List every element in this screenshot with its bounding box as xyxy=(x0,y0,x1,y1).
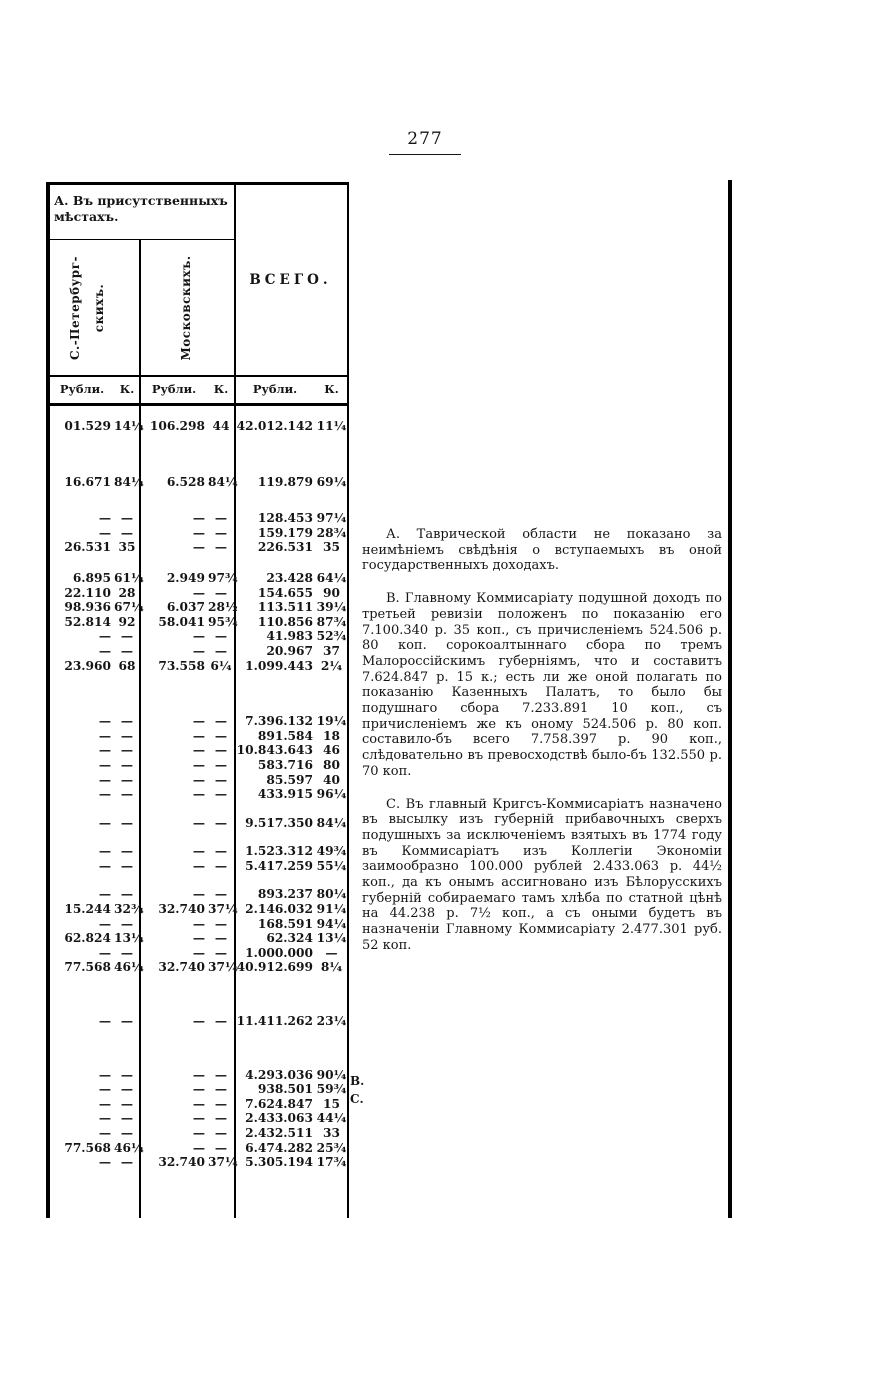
amount-cell: 77.568 xyxy=(64,960,111,975)
amount-cell: — xyxy=(98,1111,111,1126)
amount-cell: 96¼ xyxy=(316,787,347,802)
amount-cell: — xyxy=(120,1067,134,1082)
amount-cell: 52¾ xyxy=(316,629,347,644)
amount-cell: 2.949 xyxy=(166,570,205,585)
amount-cell: — xyxy=(192,772,205,787)
amount-cell: 7.624.847 xyxy=(245,1096,313,1111)
amount-cell: 32¾ xyxy=(114,902,144,917)
amount-cell: — xyxy=(192,931,205,946)
amount-cell: 62.824 xyxy=(64,931,111,946)
amount-cell: — xyxy=(98,511,111,526)
amount-cell: 9.517.350 xyxy=(245,815,313,830)
amount-cell: 8¼ xyxy=(320,960,343,975)
amount-cell: 119.879 xyxy=(257,474,313,489)
table-row xyxy=(50,1111,347,1126)
amount-cell: 01.529 xyxy=(64,419,111,433)
amount-cell: 95¾ xyxy=(208,614,238,629)
amount-cell: 97¼ xyxy=(316,511,347,526)
amount-cell: — xyxy=(192,714,205,729)
amount-cell: — xyxy=(192,1067,205,1082)
amount-cell: 80 xyxy=(323,757,340,772)
amount-cell: — xyxy=(98,728,111,743)
amount-cell: 55¼ xyxy=(316,858,347,873)
amount-cell: — xyxy=(214,1126,228,1140)
amount-cell: — xyxy=(98,887,111,902)
amount-cell: — xyxy=(214,1096,228,1111)
column-header-spb xyxy=(50,240,139,375)
amount-cell: — xyxy=(120,887,134,902)
amount-cell: — xyxy=(192,1111,205,1126)
amount-cell: — xyxy=(214,1140,228,1155)
table-row xyxy=(50,859,347,874)
amount-cell: 128.453 xyxy=(257,511,313,526)
table-row xyxy=(50,1141,347,1156)
amount-cell: 14¼ xyxy=(114,419,144,433)
amount-cell: 39¼ xyxy=(316,600,347,615)
amount-cell: 90¼ xyxy=(316,1067,347,1082)
amount-cell: — xyxy=(98,815,111,830)
units-row xyxy=(50,377,347,401)
revenue-table xyxy=(46,182,349,1218)
amount-cell: — xyxy=(192,887,205,902)
amount-cell: 28½ xyxy=(208,600,238,615)
table-row xyxy=(50,787,347,802)
amount-cell: — xyxy=(214,728,228,743)
amount-cell: — xyxy=(214,714,228,729)
amount-cell: — xyxy=(120,787,134,802)
column-header-spb-line1: С.-Петербург- xyxy=(68,255,82,360)
table-row xyxy=(50,1082,347,1097)
amount-cell: — xyxy=(192,743,205,758)
amount-cell: 13¼ xyxy=(316,931,347,946)
amount-cell: — xyxy=(214,916,228,931)
amount-cell: 168.591 xyxy=(257,916,313,931)
amount-cell: 32.740 xyxy=(158,902,205,917)
table-row xyxy=(50,917,347,932)
amount-cell: — xyxy=(214,743,228,758)
amount-cell: 433.915 xyxy=(257,787,313,802)
amount-cell: 37¼ xyxy=(208,960,238,975)
table-row xyxy=(50,644,347,659)
table-row xyxy=(50,571,347,586)
amount-cell: — xyxy=(192,844,205,859)
amount-cell: — xyxy=(214,1082,228,1097)
amount-cell: 80¼ xyxy=(316,887,347,902)
amount-cell: 92 xyxy=(118,614,136,629)
amount-cell: — xyxy=(192,815,205,830)
amount-cell: — xyxy=(192,1140,205,1155)
note-a: А. Таврической области не показано за неимѣніемъ свѣдѣнія о вступаемыхъ въ оной государственныхъ доходахъ. xyxy=(362,527,722,574)
amount-cell: 67¼ xyxy=(114,600,144,615)
table-row xyxy=(50,659,347,674)
amount-cell: 69¼ xyxy=(316,474,347,489)
amount-cell: — xyxy=(192,1096,205,1111)
amount-cell: — xyxy=(214,525,228,540)
amount-cell: — xyxy=(120,1126,134,1140)
amount-cell: 6.528 xyxy=(166,474,205,489)
amount-cell: — xyxy=(98,916,111,931)
amount-cell: — xyxy=(214,757,228,772)
amount-cell: — xyxy=(214,540,228,555)
amount-cell: — xyxy=(98,525,111,540)
table-row xyxy=(50,887,347,902)
amount-cell: — xyxy=(120,858,134,873)
amount-cell: 6.474.282 xyxy=(245,1140,313,1155)
unit-label-spb-rub: Рубли. xyxy=(59,382,105,396)
amount-cell: 10.843.643 xyxy=(236,743,313,758)
amount-cell: — xyxy=(98,844,111,859)
table-row xyxy=(50,540,347,555)
unit-label-moscow-kop: К. xyxy=(213,382,229,396)
amount-cell: 61¼ xyxy=(114,570,144,585)
amount-cell: — xyxy=(120,743,134,758)
amount-cell: 35 xyxy=(323,540,340,555)
amount-cell: — xyxy=(120,728,134,743)
column-header-moscow xyxy=(139,240,234,375)
table-row xyxy=(50,960,347,975)
amount-cell: 18 xyxy=(323,728,340,743)
table-row xyxy=(50,615,347,630)
amount-cell: — xyxy=(192,1126,205,1140)
table-row xyxy=(50,629,347,644)
amount-cell: 1.099.443 xyxy=(245,658,313,673)
amount-cell: — xyxy=(98,1126,111,1140)
amount-cell: 26.531 xyxy=(64,540,111,555)
table-row xyxy=(50,729,347,744)
amount-cell: — xyxy=(120,916,134,931)
amount-cell: 893.237 xyxy=(257,887,313,902)
amount-cell: — xyxy=(192,787,205,802)
amount-cell: — xyxy=(214,931,228,946)
adjacent-page-edge-line xyxy=(728,180,732,1218)
amount-cell: 23.428 xyxy=(266,570,313,585)
margin-mark-c: С. xyxy=(350,1092,364,1106)
amount-cell: 44¼ xyxy=(316,1111,347,1126)
amount-cell: 15 xyxy=(323,1096,340,1111)
amount-cell: 46¼ xyxy=(114,960,144,975)
amount-cell: 5.305.194 xyxy=(245,1155,313,1170)
column-header-total: ВСЕГО. xyxy=(249,272,332,288)
amount-cell: 5.417.259 xyxy=(245,858,313,873)
amount-cell: — xyxy=(214,815,228,830)
amount-cell: 37¼ xyxy=(208,902,238,917)
amount-cell: — xyxy=(192,916,205,931)
table-row xyxy=(50,758,347,773)
table-row xyxy=(50,419,347,434)
amount-cell: 159.179 xyxy=(257,525,313,540)
amount-cell: 106.298 xyxy=(149,419,205,433)
amount-cell: 62.324 xyxy=(266,931,313,946)
amount-cell: — xyxy=(120,945,134,960)
amount-cell: — xyxy=(98,772,111,787)
amount-cell: — xyxy=(214,858,228,873)
amount-cell: 20.967 xyxy=(266,643,313,658)
table-row xyxy=(50,511,347,526)
table-row xyxy=(50,1014,347,1029)
column-header-spb-line2: скихъ. xyxy=(92,283,106,332)
amount-cell: — xyxy=(192,629,205,644)
amount-cell: — xyxy=(192,858,205,873)
amount-cell: — xyxy=(120,1111,134,1126)
amount-cell: 98.936 xyxy=(64,600,111,615)
amount-cell: — xyxy=(98,757,111,772)
table-row xyxy=(50,1126,347,1141)
amount-cell: 1.523.312 xyxy=(245,844,313,859)
amount-cell: — xyxy=(214,1111,228,1126)
amount-cell: — xyxy=(192,1082,205,1097)
page-number: 277 xyxy=(407,129,443,149)
table-row xyxy=(50,586,347,601)
amount-cell: — xyxy=(98,1067,111,1082)
unit-label-moscow-rub: Рубли. xyxy=(151,382,197,396)
amount-cell: — xyxy=(120,511,134,526)
amount-cell: — xyxy=(120,772,134,787)
table-row xyxy=(50,902,347,917)
amount-cell: 85.597 xyxy=(266,772,313,787)
amount-cell: 4.293.036 xyxy=(245,1067,313,1082)
amount-cell: 59¾ xyxy=(316,1082,347,1097)
amount-cell: 6¼ xyxy=(210,658,232,673)
amount-cell: — xyxy=(325,945,338,960)
amount-cell: — xyxy=(192,643,205,658)
amount-cell: 46¼ xyxy=(114,1140,144,1155)
amount-cell: — xyxy=(214,643,228,658)
amount-cell: 46 xyxy=(323,743,340,758)
amount-cell: — xyxy=(192,525,205,540)
amount-cell: 44 xyxy=(212,419,230,433)
table-row xyxy=(50,743,347,758)
unit-label-total-rub: Рубли. xyxy=(252,382,298,396)
amount-cell: — xyxy=(214,585,228,600)
amount-cell: — xyxy=(214,629,228,644)
amount-cell: 90 xyxy=(323,585,340,600)
amount-cell: — xyxy=(120,1155,134,1170)
amount-cell: — xyxy=(192,1014,205,1029)
table-row xyxy=(50,844,347,859)
amount-cell: 52.814 xyxy=(64,614,111,629)
amount-cell: 28¾ xyxy=(316,525,347,540)
amount-cell: 37 xyxy=(323,643,340,658)
amount-cell: 7.396.132 xyxy=(245,714,313,729)
amount-cell: 33 xyxy=(323,1126,340,1140)
amount-cell: — xyxy=(120,1082,134,1097)
table-body xyxy=(50,407,347,1170)
amount-cell: 91¼ xyxy=(316,902,347,917)
amount-cell: — xyxy=(214,945,228,960)
amount-cell: — xyxy=(120,815,134,830)
amount-cell: — xyxy=(214,787,228,802)
amount-cell: — xyxy=(98,787,111,802)
amount-cell: — xyxy=(120,643,134,658)
amount-cell: — xyxy=(214,1014,228,1029)
unit-label-total-kop: К. xyxy=(324,382,339,396)
amount-cell: 49¾ xyxy=(316,844,347,859)
amount-cell: — xyxy=(98,1082,111,1097)
amount-cell: — xyxy=(214,772,228,787)
amount-cell: 58.041 xyxy=(158,614,205,629)
amount-cell: 32.740 xyxy=(158,960,205,975)
amount-cell: — xyxy=(98,743,111,758)
amount-cell: — xyxy=(192,511,205,526)
amount-cell: 32.740 xyxy=(158,1155,205,1170)
amount-cell: — xyxy=(98,1014,111,1029)
amount-cell: — xyxy=(214,1067,228,1082)
table-row xyxy=(50,714,347,729)
amount-cell: — xyxy=(214,844,228,859)
amount-cell: 11.411.262 xyxy=(236,1014,313,1029)
amount-cell: — xyxy=(98,858,111,873)
page-number-rule xyxy=(389,154,461,155)
amount-cell: — xyxy=(98,714,111,729)
amount-cell: — xyxy=(192,585,205,600)
amount-cell: 84¼ xyxy=(208,474,238,489)
group-header-offices: А. Въ присутственныхъ мѣстахъ. xyxy=(50,185,234,240)
amount-cell: 84¼ xyxy=(114,474,144,489)
amount-cell: — xyxy=(98,629,111,644)
amount-cell: 41.983 xyxy=(266,629,313,644)
amount-cell: 77.568 xyxy=(64,1140,111,1155)
amount-cell: 22.110 xyxy=(64,585,111,600)
amount-cell: 28 xyxy=(118,585,136,600)
rule-below-units xyxy=(50,403,347,406)
amount-cell: — xyxy=(98,643,111,658)
unit-label-spb-kop: К. xyxy=(119,382,135,396)
table-row xyxy=(50,475,347,490)
amount-cell: 891.584 xyxy=(257,728,313,743)
amount-cell: — xyxy=(98,1096,111,1111)
amount-cell: 6.895 xyxy=(72,570,111,585)
amount-cell: — xyxy=(192,757,205,772)
amount-cell: 23¼ xyxy=(316,1014,347,1029)
amount-cell: — xyxy=(98,945,111,960)
table-row xyxy=(50,931,347,946)
amount-cell: 23.960 xyxy=(64,658,111,673)
amount-cell: — xyxy=(192,945,205,960)
amount-cell: 583.716 xyxy=(257,757,313,772)
amount-cell: 2¼ xyxy=(320,658,343,673)
column-header-moscow-text: Московскихъ. xyxy=(179,254,193,361)
amount-cell: — xyxy=(120,1014,134,1029)
amount-cell: 2.433.063 xyxy=(245,1111,313,1126)
amount-cell: 2.432.511 xyxy=(245,1126,313,1140)
amount-cell: 17¾ xyxy=(316,1155,347,1170)
amount-cell: 6.037 xyxy=(166,600,205,615)
amount-cell: 110.856 xyxy=(257,614,313,629)
amount-cell: — xyxy=(120,525,134,540)
table-row xyxy=(50,1068,347,1083)
note-b: В. Главному Коммисаріату подушной доходъ по третьей ревизіи положенъ по показанію его 7.100.340 р. 35 коп., съ причисленіемъ 524.506 р. 80 коп. сорокоалтыннаго сбора по тремъ Малороссійскимъ губерніямъ, что и составитъ 7.624.847 р. 15 к.; есть ли же оной полагать по показанію Казенныхъ Палатъ, то было бы подушнаго сбора 7.233.891 10 коп., съ причисленіемъ же къ оному 524.506 р. 80 коп. составило-бъ всего 7.758.397 р. 90 коп., слѣдовательно въ превосходствѣ было-бъ 132.550 р. 70 коп. xyxy=(362,591,722,779)
amount-cell: 226.531 xyxy=(257,540,313,555)
amount-cell: 84¼ xyxy=(316,815,347,830)
amount-cell: 113.511 xyxy=(257,600,313,615)
amount-cell: 68 xyxy=(118,658,136,673)
amount-cell: 11¼ xyxy=(316,419,347,433)
table-row xyxy=(50,773,347,788)
amount-cell: 40.912.699 xyxy=(236,960,313,975)
amount-cell: — xyxy=(120,844,134,859)
amount-cell: 19¼ xyxy=(316,714,347,729)
amount-cell: 35 xyxy=(118,540,136,555)
amount-cell: 13¼ xyxy=(114,931,144,946)
amount-cell: 40 xyxy=(323,772,340,787)
table-row xyxy=(50,1155,347,1170)
amount-cell: — xyxy=(98,1155,111,1170)
amount-cell: 16.671 xyxy=(64,474,111,489)
amount-cell: — xyxy=(120,1096,134,1111)
amount-cell: 97¾ xyxy=(208,570,238,585)
amount-cell: 938.501 xyxy=(257,1082,313,1097)
amount-cell: 87¾ xyxy=(316,614,347,629)
amount-cell: 154.655 xyxy=(257,585,313,600)
amount-cell: — xyxy=(214,887,228,902)
table-row xyxy=(50,526,347,541)
notes-column xyxy=(362,527,722,971)
amount-cell: 37¼ xyxy=(208,1155,238,1170)
amount-cell: 2.146.032 xyxy=(245,902,313,917)
table-row xyxy=(50,600,347,615)
amount-cell: 15.244 xyxy=(64,902,111,917)
amount-cell: — xyxy=(120,629,134,644)
table-row xyxy=(50,816,347,831)
amount-cell: 94¼ xyxy=(316,916,347,931)
amount-cell: 25¾ xyxy=(316,1140,347,1155)
table-row xyxy=(50,946,347,961)
amount-cell: 42.012.142 xyxy=(236,419,313,433)
amount-cell: 64¼ xyxy=(316,570,347,585)
amount-cell: 1.000.000 xyxy=(245,945,313,960)
table-row xyxy=(50,1097,347,1112)
note-c: С. Въ главный Кригсъ-Коммисаріатъ назначено въ высылку изъ губерній прибавочныхъ сверхъ подушныхъ за исключеніемъ взятыхъ въ 1774 году въ Коммисаріатъ изъ Коллегіи Экономіи заимообразно 100.000 рублей 2.433.063 р. 44½ коп., да къ онымъ ассигновано изъ Бѣлорусскихъ губерній собираемаго тамъ хлѣба по статной цѣнѣ на 44.238 р. 7½ коп., а съ оными будетъ въ назначеніи Главному Коммисаріату 2.477.301 руб. 52 коп. xyxy=(362,796,722,953)
amount-cell: — xyxy=(192,728,205,743)
margin-mark-b: В. xyxy=(350,1074,365,1088)
amount-cell: — xyxy=(214,511,228,526)
amount-cell: — xyxy=(120,714,134,729)
amount-cell: 73.558 xyxy=(158,658,205,673)
amount-cell: — xyxy=(192,540,205,555)
amount-cell: — xyxy=(120,757,134,772)
